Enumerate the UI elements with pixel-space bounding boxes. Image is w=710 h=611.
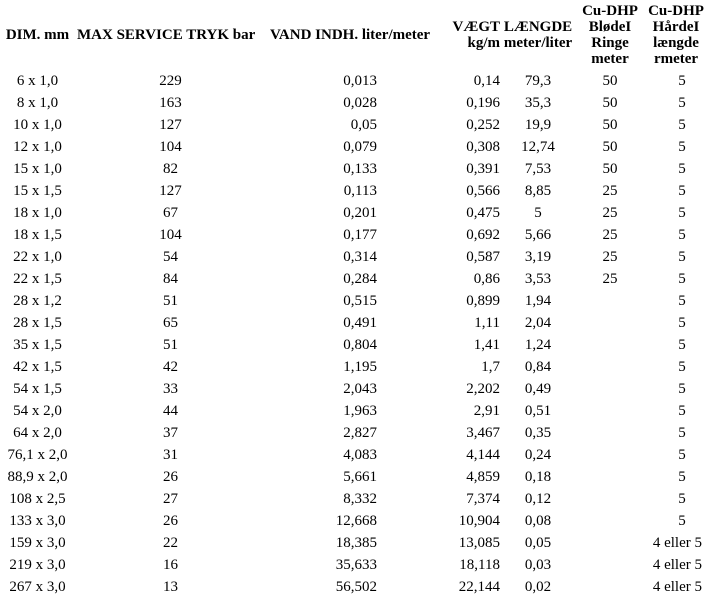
cell-hard: 5 [678,403,686,419]
cell-vaegt: 4,144 [466,447,500,463]
cell-vand: 1,963 [343,403,377,419]
cell-tryk: 65 [163,315,178,331]
cell-laengde: 0,03 [524,557,552,573]
cell-soft [576,488,644,510]
cell-tryk: 33 [163,381,178,397]
cell-dim: 8 x 1,0 [16,95,59,111]
cell-vand: 0,013 [343,73,377,89]
cell-soft [576,532,644,554]
cell-laengde: 12,74 [521,139,555,155]
cell-laengde: 0,35 [524,425,552,441]
header-vaegt: VÆGT kg/m [452,19,500,51]
cell-tryk: 127 [159,117,182,133]
cell-hard: 5 [678,183,686,199]
table-row [2,246,708,268]
table-row [2,290,708,312]
cell-vaegt: 2,91 [473,403,500,419]
cell-laengde: 0,02 [524,579,552,595]
cell-vaegt: 2,202 [466,381,500,397]
table-row [2,312,708,334]
cell-laengde: 1,24 [524,337,552,353]
table-row [2,334,708,356]
cell-hard: 4 eller 5 [652,557,702,573]
table-row [2,158,708,180]
cell-laengde: 0,08 [524,513,552,529]
cell-soft [576,466,644,488]
cell-hard: 5 [678,447,686,463]
cell-laengde: 7,53 [524,161,552,177]
cell-tryk: 44 [163,403,178,419]
cell-hard: 5 [678,381,686,397]
cell-laengde: 0,05 [524,535,552,551]
copper-pipe-spec-table [2,0,708,598]
table-row [2,70,708,92]
cell-vand: 8,332 [343,491,377,507]
table-row [2,510,708,532]
cell-dim: 108 x 2,5 [9,491,66,507]
cell-laengde: 79,3 [524,73,552,89]
cell-laengde: 2,04 [524,315,552,331]
cell-vaegt: 0,566 [466,183,500,199]
header-soft: Cu-DHP BlødeI Ringe meter [582,3,638,67]
cell-hard: 5 [678,359,686,375]
cell-tryk: 31 [163,447,178,463]
table-row [2,180,708,202]
header-max-service: MAX SERVICE TRYK bar [77,27,256,43]
cell-dim: 12 x 1,0 [13,139,62,155]
cell-vand: 1,195 [343,359,377,375]
cell-dim: 267 x 3,0 [9,579,66,595]
cell-vand: 0,133 [343,161,377,177]
cell-tryk: 82 [163,161,178,177]
cell-vand: 18,385 [335,535,377,551]
cell-dim: 159 x 3,0 [9,535,66,551]
table-row [2,136,708,158]
cell-soft: 25 [602,183,618,199]
cell-hard: 5 [678,227,686,243]
cell-vaegt: 0,308 [466,139,500,155]
table-row [2,224,708,246]
cell-soft [576,444,644,466]
cell-soft [576,422,644,444]
cell-vand: 2,827 [343,425,377,441]
cell-hard: 5 [678,491,686,507]
cell-vand: 0,177 [343,227,377,243]
cell-hard: 5 [678,337,686,353]
cell-vaegt: 4,859 [466,469,500,485]
cell-vand: 0,079 [343,139,377,155]
cell-laengde: 0,51 [524,403,552,419]
cell-vaegt: 0,14 [473,73,500,89]
cell-dim: 6 x 1,0 [16,73,59,89]
table-row [2,202,708,224]
cell-dim: 54 x 1,5 [13,381,62,397]
header-vand: VAND INDH. liter/meter [270,27,431,43]
cell-soft: 50 [602,73,618,89]
table-row [2,422,708,444]
cell-dim: 133 x 3,0 [9,513,66,529]
header-hard: Cu-DHP HårdeI længde rmeter [648,3,704,67]
header-row [2,0,708,70]
cell-vand: 35,633 [335,557,377,573]
cell-vaegt: 1,41 [473,337,500,353]
cell-vaegt: 7,374 [466,491,500,507]
cell-soft [576,554,644,576]
cell-vaegt: 1,7 [481,359,500,375]
cell-vand: 0,804 [343,337,377,353]
table-row [2,554,708,576]
cell-vaegt: 3,467 [466,425,500,441]
cell-dim: 28 x 1,2 [13,293,62,309]
cell-laengde: 3,53 [524,271,552,287]
cell-laengde: 19,9 [524,117,552,133]
cell-vand: 56,502 [335,579,377,595]
cell-dim: 64 x 2,0 [13,425,62,441]
cell-vand: 0,515 [343,293,377,309]
cell-hard: 5 [678,95,686,111]
cell-laengde: 1,94 [524,293,552,309]
cell-soft [576,356,644,378]
cell-vand: 0,201 [343,205,377,221]
cell-soft [576,290,644,312]
cell-tryk: 42 [163,359,178,375]
table-row [2,356,708,378]
header-laengde: LÆNGDE meter/liter [503,19,573,51]
cell-vand: 2,043 [343,381,377,397]
cell-hard: 5 [678,513,686,529]
cell-vaegt: 13,085 [458,535,500,551]
cell-tryk: 26 [163,513,178,529]
cell-hard: 5 [678,293,686,309]
cell-vaegt: 0,692 [466,227,500,243]
cell-hard: 5 [678,139,686,155]
cell-vaegt: 1,11 [474,315,500,331]
cell-hard: 5 [678,161,686,177]
cell-vaegt: 0,391 [466,161,500,177]
table-row [2,268,708,290]
cell-hard: 5 [678,205,686,221]
cell-vaegt: 0,899 [466,293,500,309]
cell-vaegt: 0,196 [466,95,500,111]
cell-tryk: 22 [163,535,178,551]
cell-dim: 35 x 1,5 [13,337,62,353]
cell-dim: 42 x 1,5 [13,359,62,375]
cell-dim: 22 x 1,5 [13,271,62,287]
cell-soft [576,510,644,532]
cell-soft [576,312,644,334]
cell-tryk: 26 [163,469,178,485]
cell-dim: 15 x 1,0 [13,161,62,177]
cell-hard: 5 [678,249,686,265]
cell-soft: 50 [602,95,618,111]
cell-laengde: 3,19 [524,249,552,265]
cell-tryk: 229 [159,73,182,89]
cell-tryk: 84 [163,271,178,287]
cell-tryk: 37 [163,425,178,441]
cell-tryk: 54 [163,249,178,265]
cell-vand: 12,668 [335,513,377,529]
cell-hard: 5 [678,469,686,485]
cell-soft: 25 [602,249,618,265]
cell-laengde: 0,24 [524,447,552,463]
cell-dim: 15 x 1,5 [13,183,62,199]
cell-dim: 54 x 2,0 [13,403,62,419]
cell-dim: 88,9 x 2,0 [7,469,68,485]
cell-soft [576,576,644,598]
cell-tryk: 16 [163,557,178,573]
cell-soft: 25 [602,227,618,243]
cell-laengde: 0,12 [524,491,552,507]
table-row [2,114,708,136]
cell-dim: 219 x 3,0 [9,557,66,573]
cell-soft [576,378,644,400]
cell-vand: 0,05 [350,117,377,133]
cell-soft: 50 [602,139,618,155]
cell-laengde: 8,85 [524,183,552,199]
cell-dim: 28 x 1,5 [13,315,62,331]
cell-soft: 25 [602,205,618,221]
table-row [2,444,708,466]
table-row [2,400,708,422]
cell-tryk: 104 [159,227,182,243]
cell-hard: 5 [678,73,686,89]
cell-vaegt: 18,118 [459,557,500,573]
cell-tryk: 13 [163,579,178,595]
cell-laengde: 35,3 [524,95,552,111]
table-row [2,488,708,510]
cell-soft: 25 [602,271,618,287]
cell-soft: 50 [602,117,618,133]
cell-tryk: 104 [159,139,182,155]
cell-vaegt: 0,587 [466,249,500,265]
cell-laengde: 5,66 [524,227,552,243]
table-row [2,576,708,598]
cell-soft [576,400,644,422]
cell-laengde: 5 [534,205,542,221]
cell-vaegt: 0,86 [473,271,500,287]
cell-tryk: 27 [163,491,178,507]
table-body [2,70,708,598]
cell-vand: 4,083 [343,447,377,463]
table-header [2,0,708,70]
header-dim: DIM. mm [5,27,70,43]
cell-dim: 76,1 x 2,0 [7,447,68,463]
cell-soft: 50 [602,161,618,177]
cell-vand: 5,661 [343,469,377,485]
table-row [2,532,708,554]
cell-vaegt: 0,475 [466,205,500,221]
table-row [2,92,708,114]
cell-hard: 4 eller 5 [652,579,702,595]
cell-dim: 10 x 1,0 [13,117,62,133]
cell-tryk: 67 [163,205,178,221]
cell-vaegt: 22,144 [458,579,500,595]
cell-vand: 0,491 [343,315,377,331]
table-row [2,378,708,400]
cell-hard: 5 [678,315,686,331]
cell-vand: 0,113 [343,183,377,199]
cell-laengde: 0,18 [524,469,552,485]
cell-vand: 0,028 [343,95,377,111]
cell-hard: 5 [678,425,686,441]
cell-tryk: 51 [163,293,178,309]
cell-dim: 18 x 1,0 [13,205,62,221]
cell-hard: 4 eller 5 [652,535,702,551]
cell-vand: 0,314 [343,249,377,265]
cell-dim: 18 x 1,5 [13,227,62,243]
cell-soft [576,334,644,356]
cell-tryk: 127 [159,183,182,199]
cell-vaegt: 10,904 [458,513,500,529]
cell-vaegt: 0,252 [466,117,500,133]
cell-hard: 5 [678,271,686,287]
cell-vand: 0,284 [343,271,377,287]
cell-tryk: 163 [159,95,182,111]
cell-tryk: 51 [163,337,178,353]
cell-hard: 5 [678,117,686,133]
cell-dim: 22 x 1,0 [13,249,62,265]
cell-laengde: 0,49 [524,381,552,397]
table-row [2,466,708,488]
cell-laengde: 0,84 [524,359,552,375]
